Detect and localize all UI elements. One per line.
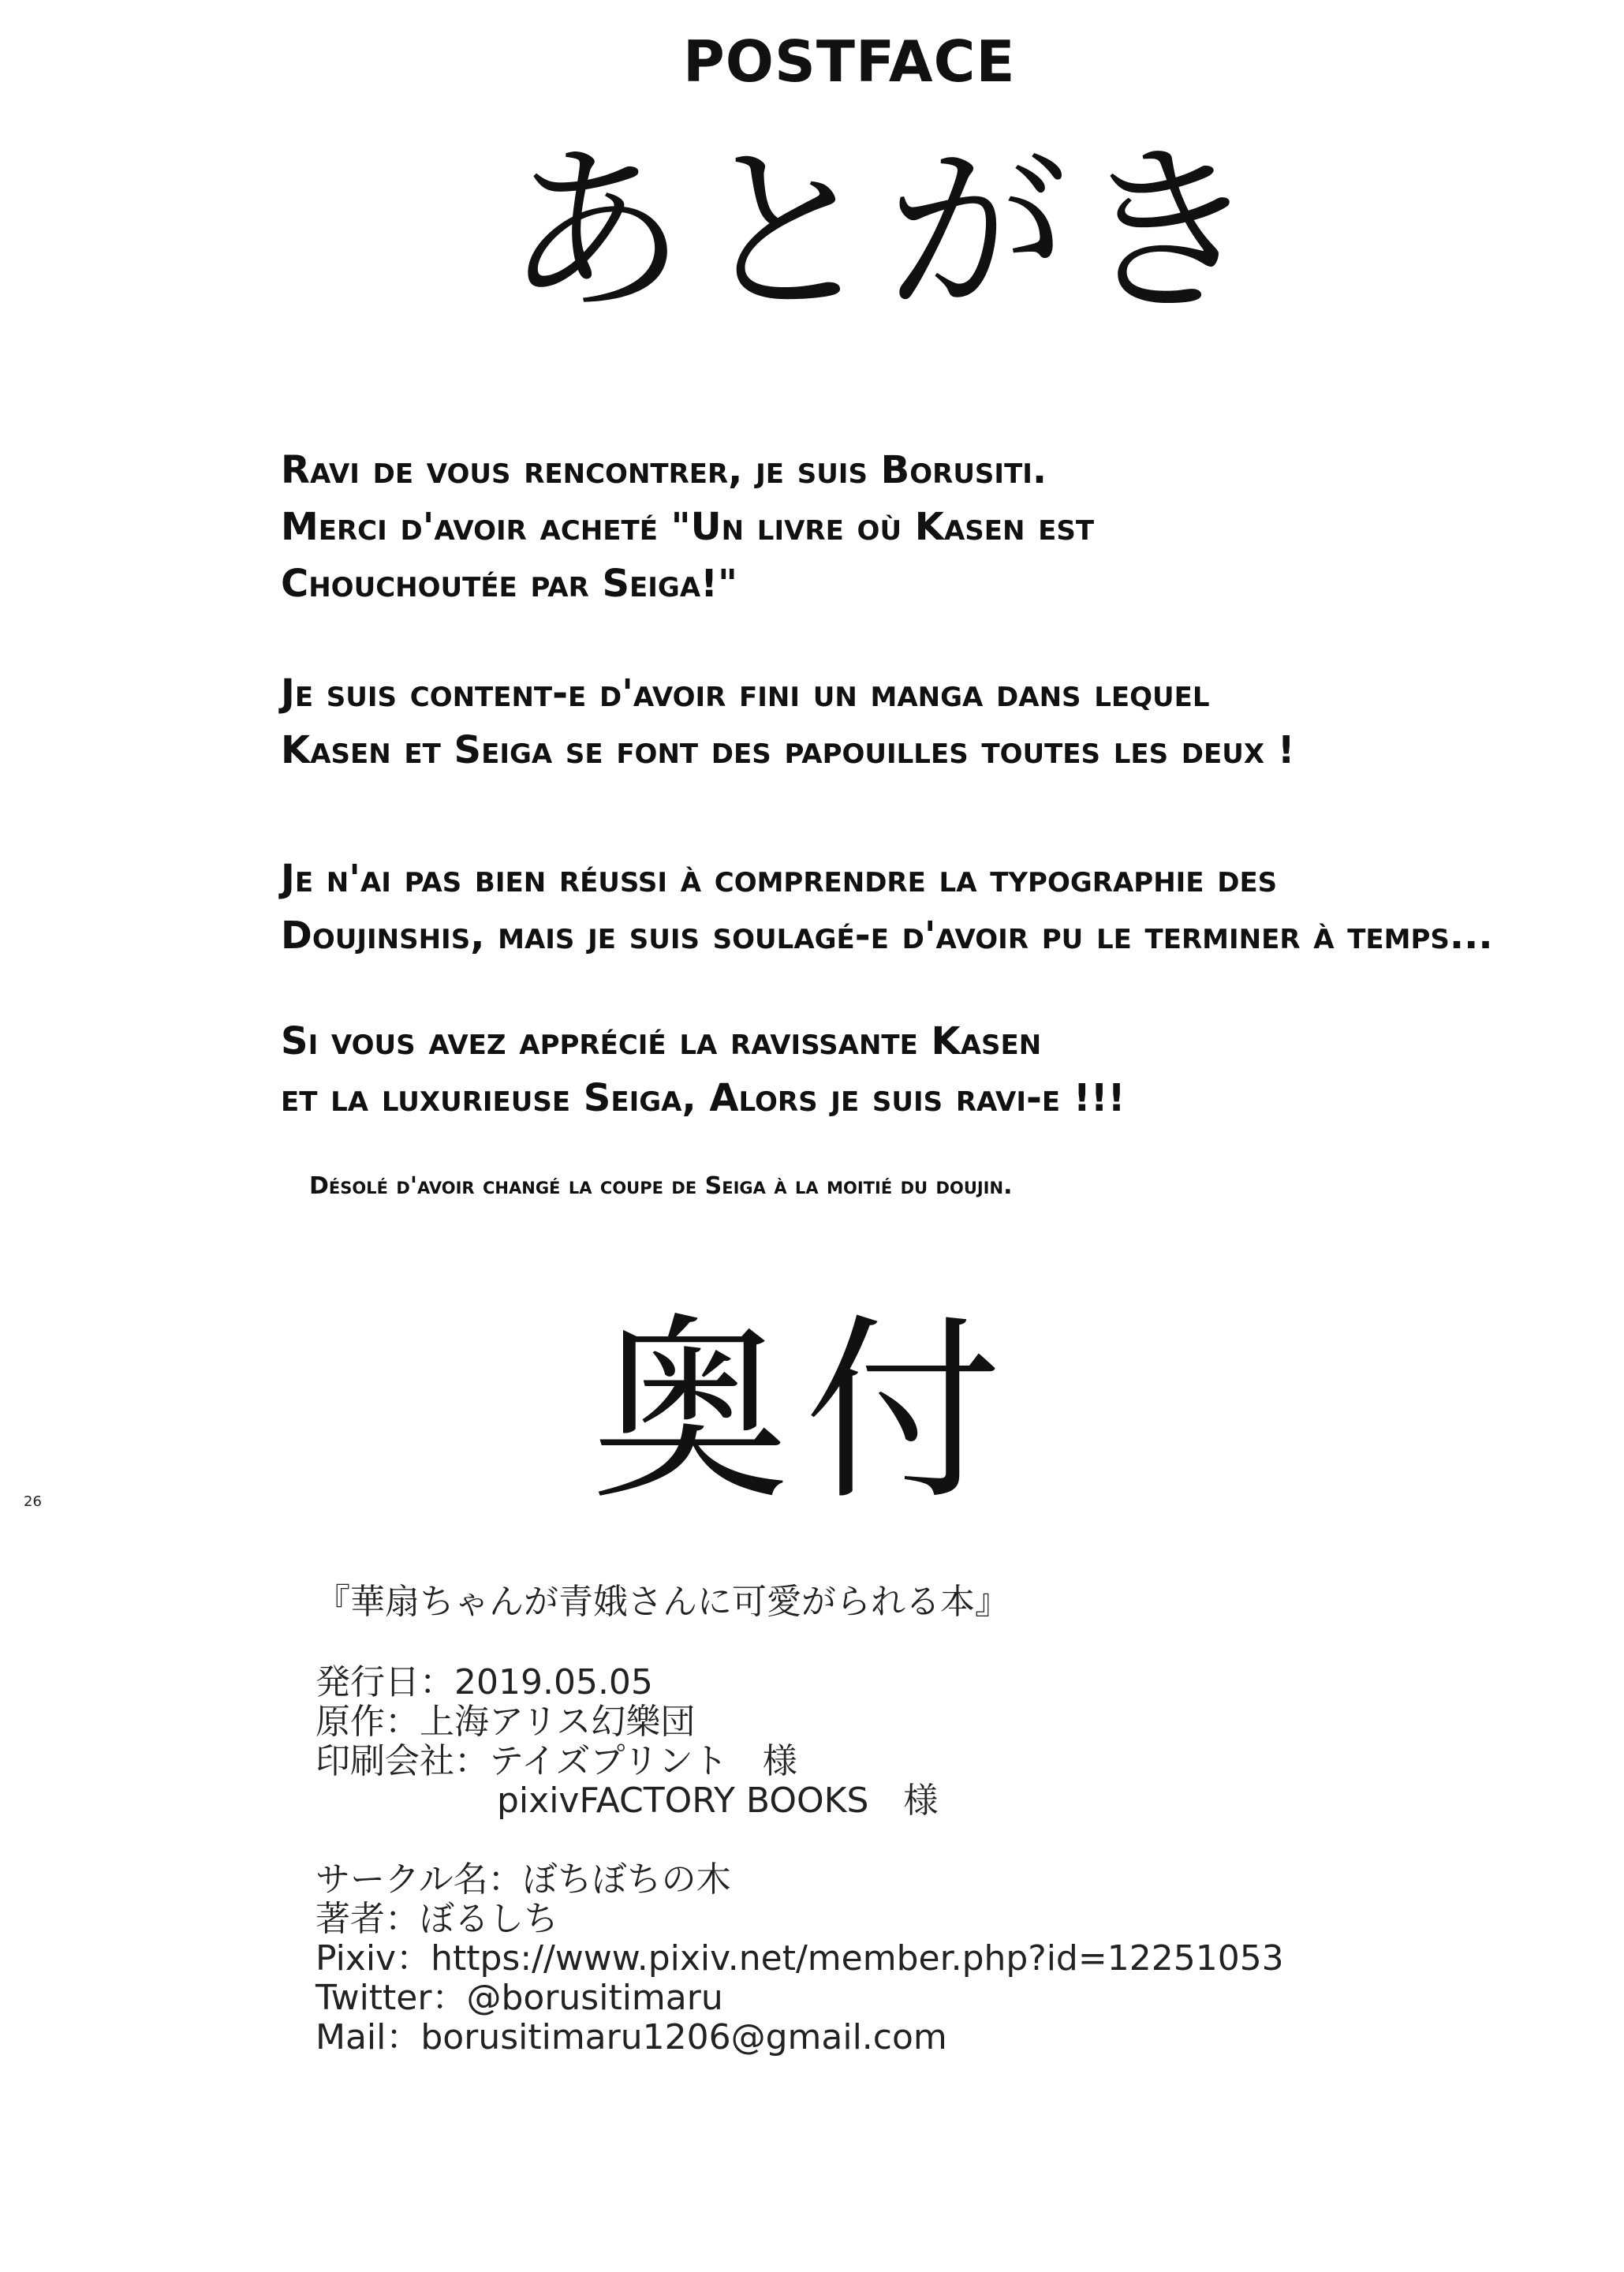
author: 著者：ぼるしち [315, 1899, 558, 1939]
email-address: Mail：borusitimaru1206@gmail.com [315, 2017, 947, 2057]
printer: 印刷会社：テイズプリント 様 [315, 1741, 797, 1781]
message-line: Merci d'avoir acheté "Un livre où Kasen est [281, 505, 1095, 549]
afterword-heading-jp: あとがき [505, 127, 1269, 338]
message-line: Si vous avez apprécié la ravissante Kasen [281, 1019, 1042, 1063]
page-title: POSTFACE [683, 28, 1016, 95]
publish-date: 発行日：2019.05.05 [315, 1662, 653, 1702]
message-line: Doujinshis, mais je suis soulagé-e d'avoir pu le terminer à temps... [281, 914, 1493, 958]
message-line: Je suis content-e d'avoir fini un manga dans lequel [281, 671, 1210, 716]
apology-note: Désolé d'avoir changé la coupe de Seiga à la moitié du doujin. [309, 1172, 1013, 1200]
message-line: Ravi de vous rencontrer, je suis Borusiti. [281, 448, 1047, 492]
twitter-handle: Twitter：@borusitimaru [315, 1978, 723, 2018]
pixiv-link: Pixiv：https://www.pixiv.net/member.php?id=12251053 [315, 1938, 1284, 1979]
colophon-heading-jp: 奥付 [592, 1297, 1017, 1526]
message-line: et la luxurieuse Seiga, Alors je suis ravi-e !!! [281, 1076, 1126, 1120]
message-line: Kasen et Seiga se font des papouilles toutes les deux ! [281, 728, 1295, 772]
original-work: 原作：上海アリス幻樂団 [315, 1702, 696, 1742]
book-title: 『華扇ちゃんが青娥さんに可愛がられる本』 [315, 1582, 1010, 1622]
page-number: 26 [24, 1493, 42, 1510]
message-line: Chouchoutée par Seiga!" [281, 562, 738, 606]
message-line: Je n'ai pas bien réussi à comprendre la typographie des [281, 857, 1278, 901]
circle-name: サークル名：ぼちぼちの木 [315, 1859, 731, 1900]
printer: pixivFACTORY BOOKS 様 [497, 1781, 939, 1821]
